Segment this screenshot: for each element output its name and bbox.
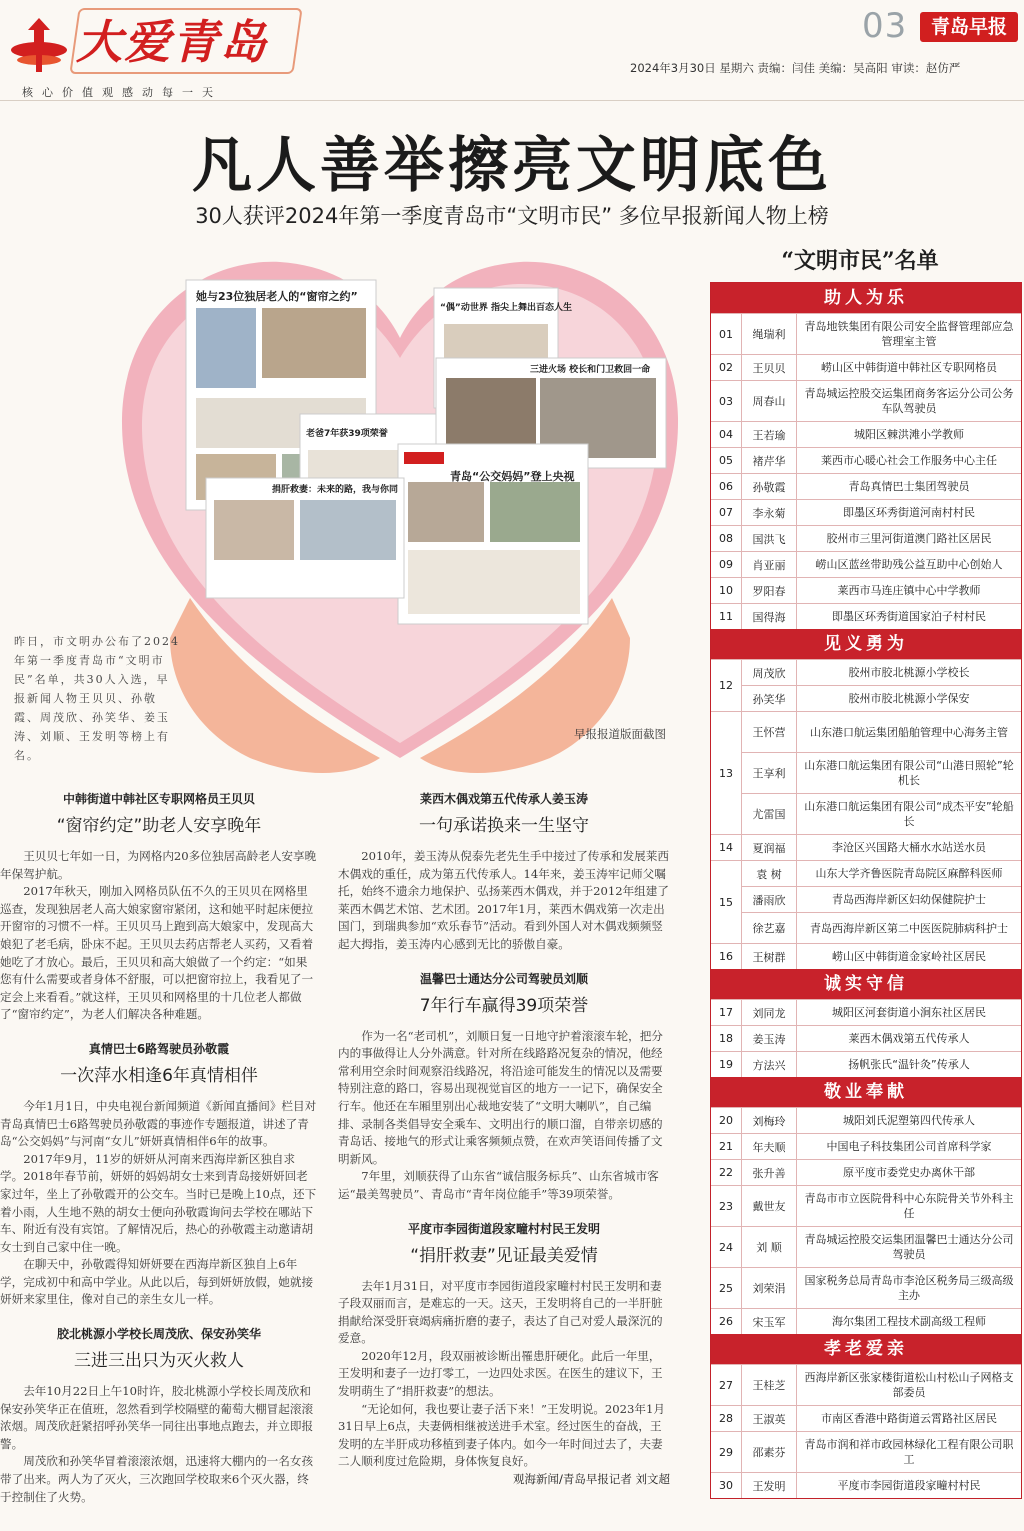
table-row <box>711 577 1021 603</box>
clipping-title-6: 捐肝救妻：未来的路，我与你同 <box>272 485 399 495</box>
table-row-group <box>711 659 1021 711</box>
row-number: 20 <box>711 1108 742 1133</box>
left-column <box>0 790 318 1522</box>
row-name: 王发明 <box>742 1473 797 1498</box>
row-title: 城阳区河套街道小涧东社区居民 <box>832 1006 986 1019</box>
article-zhoumaoxin <box>0 1325 318 1506</box>
article-title: “捐肝救妻”见证最美爱情 <box>410 1245 598 1266</box>
table-row <box>711 1107 1021 1133</box>
row-title: 青岛城运控股交运集团商务客运分公司公务车队驾驶员 <box>804 387 1014 415</box>
row-name: 宋玉军 <box>742 1309 797 1334</box>
row-number: 14 <box>711 835 742 860</box>
category-header: 孝老爱亲 <box>711 1334 1021 1364</box>
row-number: 22 <box>711 1160 742 1185</box>
row-number: 13 <box>711 712 742 834</box>
article-paragraph: 在聊天中，孙敬霞得知妍妍要在西海岸新区独自上6年学，完成初中和高中学业。从此以后，每到妍妍放假，她就接妍妍来家里住，像对自己的亲生女儿一样。 <box>0 1257 314 1307</box>
table-row <box>711 1133 1021 1159</box>
row-name: 方法兴 <box>742 1052 797 1077</box>
clipping-title-4: 老爸7年获39项荣誉 <box>306 429 388 439</box>
table-row <box>742 861 1021 886</box>
article-paragraph: 2017年9月，11岁的妍妍从河南来西海岸新区独自求学。2018年春节前，妍妍的妈妈胡女士来到青岛接妍妍回老家过年，坐上了孙敬霞开的公交车。当时已是晚上10点，还下着小雨，人生地不熟的胡女士便向孙敬霞询问去学校在哪站下车、附近有没有宾馆。了解情况后，热心的孙敬霞主动邀请胡女士到自己家中住一晚。 <box>0 1151 317 1254</box>
row-number: 21 <box>711 1134 742 1159</box>
row-number: 09 <box>711 552 742 577</box>
article-kicker: 胶北桃源小学校长周茂欣、保安孙笑华 <box>56 1327 261 1342</box>
article-title: 一次萍水相逢6年真情相伴 <box>60 1065 258 1086</box>
page-number: 03 <box>862 6 908 46</box>
table-row <box>742 912 1021 943</box>
row-number: 04 <box>711 422 742 447</box>
row-name: 罗阳春 <box>742 578 797 603</box>
row-name: 刘同龙 <box>742 1000 797 1025</box>
category-header: 助人为乐 <box>711 283 1021 313</box>
row-number: 18 <box>711 1026 742 1051</box>
table-row <box>711 380 1021 421</box>
clipping-title-3: 三进火场 校长和门卫救回一命 <box>530 365 651 375</box>
row-title: 山东大学齐鲁医院青岛院区麻醉科医师 <box>815 867 1003 880</box>
table-row-group <box>711 834 1021 860</box>
row-title: 青岛市市立医院骨科中心东院骨关节外科主任 <box>804 1192 1014 1220</box>
article-paragraph: 7年里，刘顺获得了山东省“诚信服务标兵”、山东省城市客运“最美驾驶员”、青岛市“青年岗位能手”等39项荣誉。 <box>338 1169 659 1201</box>
article-title: “窗帘约定”助老人安享晚年 <box>56 816 262 836</box>
article-paragraph: 作为一名“老司机”，刘顺日复一日地守护着滚滚车轮，把分内的事做得让人分外满意。针对所在线路路况复杂的情况，他经常利用空余时间观察沿线路况，将沿途可能发生的情况以及需要特别注意的路口，容易出现视觉盲区的地方一一记下，确保安全行车。他还在车厢里别出心裁地安装了“文明大喇叭”，自己编排、录制各类倡导安全乘车、文明出行的顺口溜，自带亲切感的青岛话、接地气的形式让乘客频频点赞，在欢声笑语间传播了文明新风。 <box>338 1028 663 1166</box>
article-paragraph: 2017年秋天，刚加入网格员队伍不久的王贝贝在网格里巡查，发现独居老人高大娘家窗帘紧闭，这和她平时起床便拉开窗帘的习惯不一样。王贝贝马上跑到高大娘家中，发现高大娘犯了老毛病，卧床不起。王贝贝去药店帮老人买药，又看着她吃了才放心。最后，王贝贝和高大娘做了一个约定：“如果您有什么需要或者身体不舒服，可以把窗帘拉上，我看见了一定会上来看看。”就这样，王贝贝和网格里的十几位老人都做了“窗帘约定”，为老人们解决各种难题。 <box>0 884 314 1022</box>
article-title: 三进三出只为灭火救人 <box>74 1351 244 1372</box>
row-number: 27 <box>711 1365 742 1405</box>
table-row <box>742 835 1021 860</box>
row-title: 即墨区环秀街道国家泊子村村民 <box>832 610 986 623</box>
row-number: 06 <box>711 474 742 499</box>
table-row <box>711 1025 1021 1051</box>
row-title: 崂山区中韩街道金家岭社区居民 <box>832 950 986 963</box>
clipping-title-5: 青岛“公交妈妈”登上央视 <box>450 470 575 483</box>
table-row <box>742 712 1021 752</box>
row-title: 莱西市心暖心社会工作服务中心主任 <box>821 454 997 467</box>
article-paragraph: 2020年12月，段双丽被诊断出罹患肝硬化。此后一年里，王发明和妻子一边打零工，一边四处求医。在医生的建议下，王发明萌生了“捐肝救妻”的想法。 <box>338 1348 663 1399</box>
row-name: 潘雨欣 <box>742 887 797 912</box>
row-name: 国得海 <box>742 604 797 629</box>
row-name: 王怀营 <box>742 712 797 752</box>
table-row <box>711 473 1021 499</box>
row-title: 扬帆张氏“温针灸”传承人 <box>848 1058 970 1071</box>
table-row <box>742 944 1021 969</box>
row-title: 青岛地铁集团有限公司安全监督管理部应急管理室主管 <box>804 320 1014 348</box>
category-header: 诚实守信 <box>711 969 1021 999</box>
row-title: 山东港口航运集团有限公司“成杰平安”轮船长 <box>804 800 1014 828</box>
table-row <box>711 525 1021 551</box>
heart-caption: 早报报道版面截图 <box>574 727 666 741</box>
row-number: 26 <box>711 1309 742 1334</box>
row-name: 褚芹华 <box>742 448 797 473</box>
page-headline: 凡人善举擦亮文明底色 <box>192 131 832 201</box>
table-row <box>711 421 1021 447</box>
row-title: 胶州市三里河街道澳门路社区居民 <box>826 532 992 545</box>
row-name: 刘 顺 <box>742 1227 797 1267</box>
table-row <box>711 1431 1021 1472</box>
row-number: 10 <box>711 578 742 603</box>
row-number: 05 <box>711 448 742 473</box>
row-title: 青岛市润和祥市政园林绿化工程有限公司职工 <box>804 1438 1014 1466</box>
row-number: 28 <box>711 1406 742 1431</box>
row-name: 李永菊 <box>742 500 797 525</box>
table-row <box>711 1364 1021 1405</box>
table-row <box>711 447 1021 473</box>
article-kicker: 莱西木偶戏第五代传承人姜玉涛 <box>419 792 588 806</box>
article-wangfaming <box>338 1220 670 1488</box>
table-row <box>742 886 1021 912</box>
article-paragraph: 去年10月22日上午10时许，胶北桃源小学校长周茂欣和保安孙笑华正在值班，忽然看到学校隔壁的葡萄大棚冒起滚滚浓烟。周茂欣赶紧招呼孙笑华一同往出事地点跑去，并立即报警。 <box>0 1384 314 1451</box>
row-title: 原平度市委党史办离休干部 <box>843 1166 975 1179</box>
row-title: 胶州市胶北桃源小学校长 <box>848 666 970 679</box>
row-title: 城阳区棘洪滩小学教师 <box>854 428 964 441</box>
table-row <box>711 1267 1021 1308</box>
row-number: 11 <box>711 604 742 629</box>
article-paragraph: 去年1月31日，对平度市李园街道段家疃村村民王发明和妻子段双丽而言，是难忘的一天。这天，王发明将自己的一半肝脏捐献给深受肝衰竭病痛折磨的妻子，表达了自己对爱人最深沉的爱意。 <box>338 1278 663 1346</box>
article-paragraph: 周茂欣和孙笑华冒着滚滚浓烟，迅速将大棚内的一名女孩带了出来。两人为了灭火，三次跑回学校取来6个灭火器，终于控制住了火势。 <box>0 1454 314 1504</box>
row-name: 王享利 <box>742 753 797 793</box>
intro-paragraph: 昨日，市文明办公布了2024年第一季度青岛市“文明市民”名单，共30人入选，早报新闻人物王贝贝、孙敬霞、周茂欣、孙笑华、姜玉涛、刘顺、王发明等榜上有名。 <box>14 635 180 762</box>
table-row <box>711 1226 1021 1267</box>
list-title: “文明市民”名单 <box>781 248 939 274</box>
table-row-group <box>711 711 1021 834</box>
category-header: 敬业奉献 <box>711 1077 1021 1107</box>
row-title: 即墨区环秀街道河南村村民 <box>843 506 975 519</box>
row-number: 07 <box>711 500 742 525</box>
row-title: 李沧区兴国路大桶水水站送水员 <box>832 841 986 854</box>
row-number: 03 <box>711 381 742 421</box>
article-kicker: 中韩街道中韩社区专职网格员王贝贝 <box>62 792 255 806</box>
row-title: 市南区香港中路街道云霄路社区居民 <box>821 1412 997 1425</box>
row-number: 30 <box>711 1473 742 1498</box>
article-wangbeibei <box>0 790 318 1024</box>
row-number: 01 <box>711 314 742 354</box>
table-row <box>711 999 1021 1025</box>
row-name: 肖亚丽 <box>742 552 797 577</box>
row-name: 周茂欣 <box>742 660 797 685</box>
row-title: 青岛西海岸新区第二中医医院肺病科护士 <box>810 921 1008 935</box>
row-name: 姜玉涛 <box>742 1026 797 1051</box>
row-title: 崂山区中韩街道中韩社区专职网格员 <box>821 361 997 374</box>
article-kicker: 真情巴士6路驾驶员孙敬霞 <box>88 1041 230 1056</box>
row-title: 中国电子科技集团公司首席科学家 <box>826 1140 992 1153</box>
row-title: 平度市李园街道段家疃村村民 <box>837 1479 981 1492</box>
row-title: 城阳刘氏泥塑第四代传承人 <box>843 1114 975 1127</box>
dateline: 2024年3月30日 星期六 责编：闫佳 美编：吴高阳 审读：赵仿严 <box>630 61 961 75</box>
row-title: 山东港口航运集团船舶管理中心海务主管 <box>810 725 1008 739</box>
table-row <box>742 793 1021 834</box>
table-row-group <box>711 860 1021 943</box>
row-name: 周春山 <box>742 381 797 421</box>
table-row <box>711 1405 1021 1431</box>
clipping-6 <box>206 478 404 598</box>
table-row <box>742 752 1021 793</box>
table-row <box>742 660 1021 685</box>
row-title: 莱西木偶戏第五代传承人 <box>848 1032 970 1045</box>
row-name: 王树群 <box>742 944 797 969</box>
article-title: 7年行车赢得39项荣誉 <box>419 995 589 1016</box>
row-number: 12 <box>711 660 742 711</box>
article-liushun <box>338 970 670 1204</box>
page-subheadline: 30人获评2024年第一季度青岛市“文明市民” 多位早报新闻人物上榜 <box>195 204 829 228</box>
row-title: 青岛城运控股交运集团温馨巴士通达分公司驾驶员 <box>804 1233 1014 1261</box>
row-name: 夏润福 <box>742 835 797 860</box>
row-name: 王贝贝 <box>742 355 797 380</box>
row-name: 绳瑞利 <box>742 314 797 354</box>
clipping-title-1: 她与23位独居老人的“窗帘之约” <box>196 290 358 303</box>
row-name: 国洪飞 <box>742 526 797 551</box>
table-row <box>711 1159 1021 1185</box>
row-name: 王淑英 <box>742 1406 797 1431</box>
row-title: 胶州市胶北桃源小学保安 <box>848 692 970 705</box>
lighthouse-emblem-icon <box>8 14 70 76</box>
row-number: 02 <box>711 355 742 380</box>
table-row <box>711 1308 1021 1334</box>
row-name: 戴世友 <box>742 1186 797 1226</box>
table-row <box>711 603 1021 629</box>
row-number: 15 <box>711 861 742 943</box>
column-brand: 大爱青岛 <box>76 15 268 69</box>
row-name: 袁 树 <box>742 861 797 886</box>
row-number: 08 <box>711 526 742 551</box>
article-kicker: 温馨巴士通达分公司驾驶员刘顺 <box>419 971 588 986</box>
honoree-table <box>710 282 1022 1499</box>
article-title: 一句承诺换来一生坚守 <box>419 816 589 836</box>
row-name: 王若瑜 <box>742 422 797 447</box>
row-name: 刘梅玲 <box>742 1108 797 1133</box>
row-number: 25 <box>711 1268 742 1308</box>
table-row <box>711 313 1021 354</box>
masthead-divider <box>0 100 1024 101</box>
article-kicker: 平度市李园街道段家疃村村民王发明 <box>407 1221 600 1236</box>
table-row-group <box>711 943 1021 969</box>
row-title: 崂山区蓝丝带助残公益互助中心创始人 <box>815 558 1003 571</box>
table-row <box>711 1185 1021 1226</box>
table-row <box>711 354 1021 380</box>
row-number: 16 <box>711 944 742 969</box>
row-name: 年夫顺 <box>742 1134 797 1159</box>
row-name: 王桂芝 <box>742 1365 797 1405</box>
row-name: 张升善 <box>742 1160 797 1185</box>
article-paragraph: 2010年，姜玉涛从倪泰先老先生手中接过了传承和发展莱西木偶戏的重任，成为第五代传承人。14年来，姜玉涛牢记师父嘱托，始终不遗余力地保护、弘扬莱西木偶戏，并于2012年组建了莱西木偶艺术馆、艺术团。2017年1月，莱西木偶戏第一次走出国门，到瑞典参加“欢乐春节”活动。看到外国人对木偶戏频频竖起大拇指，姜玉涛内心感到无比的骄傲自豪。 <box>338 849 669 951</box>
article-jiangyutao <box>338 790 670 954</box>
row-number: 19 <box>711 1052 742 1077</box>
row-number: 23 <box>711 1186 742 1226</box>
row-name: 邵素芬 <box>742 1432 797 1472</box>
row-name: 孙笑华 <box>742 686 797 711</box>
row-number: 29 <box>711 1432 742 1472</box>
column-tagline: 核心价值观感动每一天 <box>22 86 222 99</box>
row-title: 西海岸新区张家楼街道松山村松山子网格支部委员 <box>804 1371 1014 1399</box>
row-name: 刘荣涓 <box>742 1268 797 1308</box>
row-title: 海尔集团工程技术副高级工程师 <box>832 1315 986 1328</box>
table-row <box>711 551 1021 577</box>
table-row <box>711 1051 1021 1077</box>
article-paragraph: 王贝贝七年如一日，为网格内20多位独居高龄老人安享晚年保驾护航。 <box>0 849 317 881</box>
table-row <box>711 1472 1021 1498</box>
row-name: 徐艺嘉 <box>742 913 797 943</box>
table-row <box>742 685 1021 711</box>
row-number: 24 <box>711 1227 742 1267</box>
category-header: 见义勇为 <box>711 629 1021 659</box>
table-row <box>711 499 1021 525</box>
middle-column <box>338 790 670 1503</box>
clipping-title-2: “偶”动世界 指尖上舞出百态人生 <box>440 303 572 313</box>
paper-logo: 青岛早报 <box>920 12 1018 42</box>
row-name: 孙敬霞 <box>742 474 797 499</box>
row-number: 17 <box>711 1000 742 1025</box>
row-name: 尤雷国 <box>742 794 797 834</box>
article-paragraph: 今年1月1日，中央电视台新闻频道《新闻直播间》栏目对青岛真情巴士6路驾驶员孙敬霞的事迹作专题报道，讲述了青岛“公交妈妈”与河南“女儿”妍妍真情相伴6年的故事。 <box>0 1098 317 1149</box>
row-title: 青岛西海岸新区妇幼保健院护士 <box>832 893 986 906</box>
article-sunjingxia <box>0 1040 318 1309</box>
row-title: 山东港口航运集团有限公司“山港日照轮”轮机长 <box>804 759 1014 787</box>
article-paragraph: “无论如何，我也要让妻子活下来！”王发明说。2023年1月31日早上6点，夫妻俩相继被送进手术室。经过医生的奋战，王发明的左半肝成功移植到妻子体内。如今一年时间过去了，夫妻二人顺利度过危险期，身体恢复良好。 <box>338 1401 665 1469</box>
row-title: 青岛真情巴士集团驾驶员 <box>848 480 970 493</box>
row-title: 莱西市马连庄镇中心中学教师 <box>837 584 981 597</box>
article-byline: 观海新闻/青岛早报记者 刘文超 <box>512 1472 670 1487</box>
row-title: 国家税务总局青岛市李沧区税务局三级高级主办 <box>804 1274 1014 1302</box>
